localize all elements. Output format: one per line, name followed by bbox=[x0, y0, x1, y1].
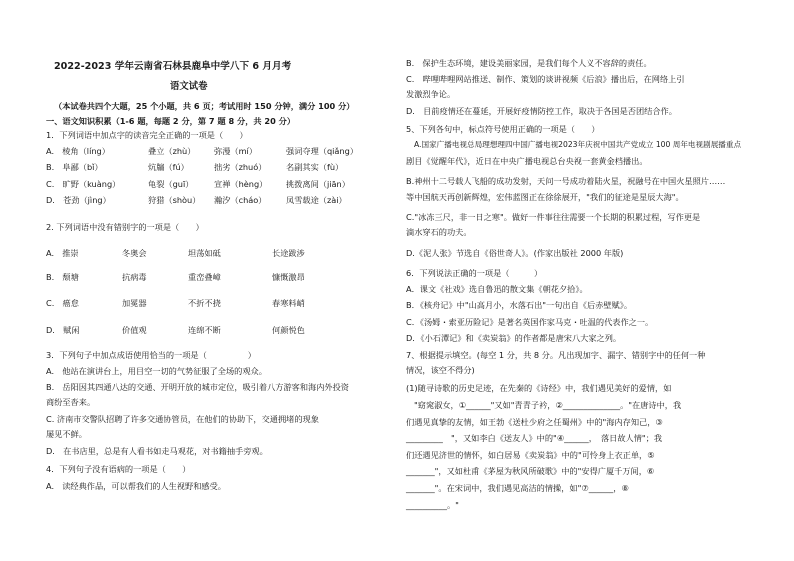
q5-option-a: A.国家广播电视总局理想理四中国广播电视2023年庆祝中国共产党成立 100 周年电视剧展播重点 bbox=[414, 140, 742, 149]
option-text: 不折不挠 bbox=[188, 298, 221, 308]
question-5: 5、下列各句中，标点符号使用正确的一项是（ ） bbox=[406, 124, 600, 134]
option-text: 狩猎（shòu） bbox=[148, 195, 201, 205]
q5-option-a-cont: 剧目《觉醒年代》，近日在中央广播电视总台央视一套黄金档播出。 bbox=[406, 156, 648, 166]
section-heading: 一、语文知识积累（1-6 题，每题 2 分，第 7 题 8 分，共 20 分） bbox=[46, 116, 296, 126]
q4-option-c: C. 哔哩哔哩网站推送、制作、策划的谈讲视频《后浪》播出后，在网络上引 bbox=[406, 74, 685, 84]
option-text: 宣禅（hèng） bbox=[214, 179, 268, 189]
q7-paragraph-line: 们还遇见济世的情怀，如白居易《卖炭翁》中的"可怜身上衣正单，⑤ bbox=[406, 450, 655, 460]
q3-option-c-cont: 屡见不鲜。 bbox=[46, 429, 87, 439]
question-1: 1．下列词语中加点字的读音完全正确的一项是（ ） bbox=[46, 130, 248, 140]
q7-paragraph-line: _______"，又如杜甫《茅屋为秋风所破歌》中的"安得广厦千万间，⑥ bbox=[406, 466, 655, 476]
option-text: 叠立（zhù） bbox=[148, 146, 196, 156]
question-7-cont: 情况，该空不得分) bbox=[406, 365, 475, 375]
option-text: 价值观 bbox=[122, 325, 147, 335]
option-text: 何颜悦色 bbox=[272, 325, 305, 335]
q5-option-b-cont: 等中国航天再创新辉煌，宏伟蓝图正在徐徐展开，"我们的征途是星辰大海"。 bbox=[406, 192, 684, 202]
option-text: B. 颓塘 bbox=[46, 272, 79, 282]
option-text: 拙劣（zhuó） bbox=[214, 162, 267, 172]
option-text: C. 旷野（kuàng） bbox=[46, 179, 121, 189]
option-text: 坦荡如砥 bbox=[188, 248, 221, 258]
question-7: 7、根据提示填空。(每空 1 分，共 8 分。凡出现加字、漏字、错别字中的任何一种 bbox=[406, 350, 706, 360]
q5-option-b: B.神州十二号载人飞船的成功发射，天问一号成功着陆火星，祝融号在中国火星照片…… bbox=[406, 176, 726, 186]
q7-paragraph-line: _________ "，又如李白《送友人》中的"④______， 落日故人情"；我 bbox=[406, 433, 663, 443]
q4-option-b: B. 保护生态环境，建设美丽家园，是我们每个人义不容辞的责任。 bbox=[406, 58, 652, 68]
q3-option-b: B. 岳阳因其四通八达的交通、开明开放的城市定位，吸引着八方游客和海内外投资 bbox=[46, 382, 349, 392]
option-text: 抗病毒 bbox=[122, 272, 147, 282]
q5-option-c: C."冰冻三尺，非一日之寒"。做好一件事往往需要一个长期的积累过程，写作更是 bbox=[406, 212, 701, 222]
option-text: 加冕器 bbox=[122, 298, 147, 308]
option-text: 春寒料峭 bbox=[272, 298, 305, 308]
q7-paragraph-line: 们遇见真挚的友情，如王勃《送杜少府之任蜀州》中的"海内存知己，③ bbox=[406, 417, 663, 427]
question-3: 3．下列句子中加点成语使用恰当的一项是（ ） bbox=[46, 350, 256, 360]
exam-title: 2022-2023 学年云南省石林县鹿阜中学八下 6 月月考 bbox=[54, 61, 292, 72]
q4-option-a: A. 读经典作品，可以帮我们的人生视野和感受。 bbox=[46, 481, 226, 491]
q7-paragraph-line: "窈窕淑女，①______"又如"青青子衿，②______________。"在唐诗中，我 bbox=[414, 400, 682, 410]
option-text: 重峦叠嶂 bbox=[188, 272, 221, 282]
q5-option-c-cont: 滴水穿石的功夫。 bbox=[406, 227, 472, 237]
option-text: 凤雪载途（zài） bbox=[286, 195, 347, 205]
question-4: 4．下列句子没有语病的一项是（ ） bbox=[46, 464, 191, 474]
q7-paragraph-line: __________。" bbox=[406, 500, 459, 510]
option-text: 龟裂（guī） bbox=[148, 179, 194, 189]
option-text: 连绵不断 bbox=[188, 325, 221, 335]
option-text: 冬奥会 bbox=[122, 248, 147, 258]
q5-option-d: D.《泥人张》节选自《俗世奇人》。(作家出版社 2000 年版) bbox=[406, 248, 624, 258]
exam-note: （本试卷共四个大题，25 个小题，共 6 页；考试用时 150 分钟，满分 100 分） bbox=[54, 101, 355, 111]
q6-option-c: C．《汤姆・索亚历险记》是著名英国作家马克・吐温的代表作之一。 bbox=[406, 317, 654, 327]
option-text: 长途跋涉 bbox=[272, 248, 305, 258]
q6-option-d: D．《小石潭记》和《卖炭翁》的作者都是唐宋八大家之列。 bbox=[406, 333, 622, 343]
option-text: D. 苍劲（jìng） bbox=[46, 195, 111, 205]
question-6: 6．下列说法正确的一项是（ ） bbox=[406, 268, 543, 278]
q3-option-b-cont: 商纷至沓来。 bbox=[46, 397, 96, 407]
option-text: 名副其实（fù） bbox=[286, 162, 344, 172]
option-text: A. 推崇 bbox=[46, 248, 79, 258]
option-text: A. 棱角（líng） bbox=[46, 146, 110, 156]
option-text: 炕牖（fú） bbox=[148, 162, 189, 172]
q6-option-b: B．《核舟记》中"山高月小，水落石出"一句出自《后赤壁赋》。 bbox=[406, 300, 633, 310]
q6-option-a: A．课文《社戏》选自鲁迅的散文集《朝花夕拾》。 bbox=[406, 284, 588, 294]
q7-paragraph-line: _______"。在宋词中，我们遇见高洁的情操，如"⑦______，⑧ bbox=[406, 483, 629, 493]
option-text: 瀚汐（cháo） bbox=[214, 195, 267, 205]
q3-option-a: A. 他站在演讲台上，用目空一切的气势征服了全场的观众。 bbox=[46, 366, 267, 376]
q4-option-c-cont: 发激烈争论。 bbox=[406, 89, 456, 99]
question-2: 2. 下列词语中没有错别字的一项是（ ） bbox=[46, 222, 204, 232]
option-text: 弥漫（mí） bbox=[214, 146, 258, 156]
exam-subtitle: 语文试卷 bbox=[170, 81, 208, 92]
option-text: D. 赋闲 bbox=[46, 325, 80, 335]
q3-option-c: C. 济南市交警队招聘了许多交通协管员，在他们的协助下，交通拥堵的现象 bbox=[46, 414, 319, 424]
option-text: C. 癌怠 bbox=[46, 298, 79, 308]
option-text: B. 阜鄙（bǐ） bbox=[46, 162, 103, 172]
q4-option-d: D. 目前疫情还在蔓延，开展好疫情防控工作，取决于各国是否团结合作。 bbox=[406, 106, 677, 116]
q7-paragraph-line: (1)随寻诗歌的历史足迹，在先秦的《诗经》中，我们遇见美好的爱情，如 bbox=[406, 383, 672, 393]
option-text: 强词夺理（qiǎng） bbox=[286, 146, 359, 156]
q3-option-d: D. 在书店里，总是有人看书如走马观花，对书籍抽手旁观。 bbox=[46, 446, 268, 456]
option-text: 慷慨激昂 bbox=[272, 272, 305, 282]
option-text: 挑拨离间（jiān） bbox=[286, 179, 350, 189]
